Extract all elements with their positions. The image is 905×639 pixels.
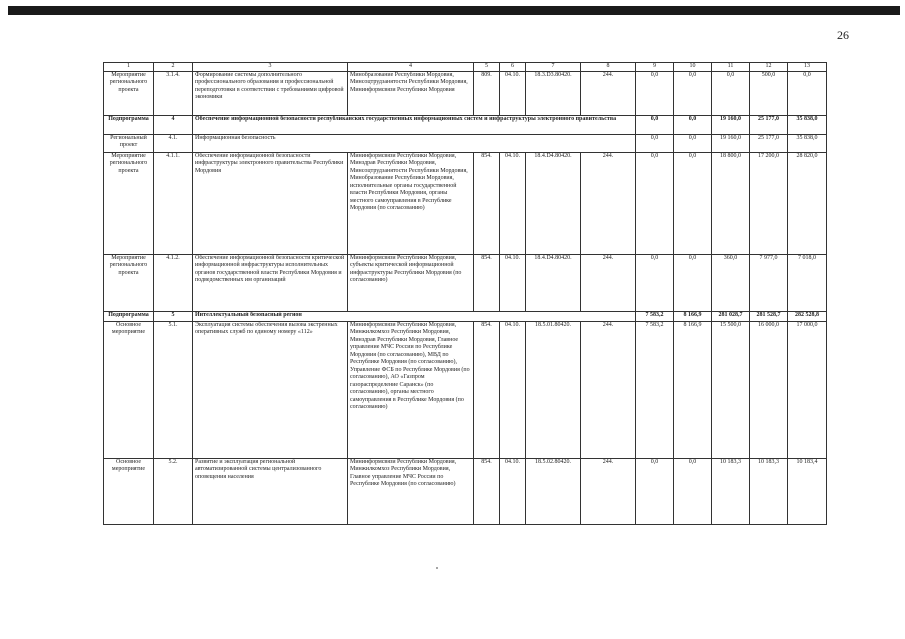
row-code-cell: 04.10.	[500, 71, 526, 115]
column-header: 12	[750, 63, 788, 72]
table-row	[104, 321, 827, 458]
row-code-cell: 854.	[474, 152, 500, 254]
row-value-cell: 0,0	[674, 254, 712, 311]
column-header: 6	[500, 63, 526, 72]
row-code-cell: 04.10.	[500, 152, 526, 254]
row-value-cell: 281 028,7	[712, 311, 750, 321]
column-header: 1	[104, 63, 154, 72]
row-value-cell: 10 183,3	[712, 458, 750, 524]
row-number-cell: 3.1.4.	[154, 71, 193, 115]
budget-table	[103, 62, 827, 525]
row-value-cell: 18 800,0	[712, 152, 750, 254]
row-value-cell: 25 177,0	[750, 115, 788, 134]
row-value-cell: 282 528,8	[788, 311, 827, 321]
row-value-cell: 0,0	[636, 458, 674, 524]
row-value-cell: 0,0	[636, 152, 674, 254]
table-row	[104, 458, 827, 524]
row-code-cell: 18.4.D4.80420.	[526, 152, 581, 254]
row-value-cell: 500,0	[750, 71, 788, 115]
row-code-cell: 244.	[581, 321, 636, 458]
row-executors-cell: Мининформсвязи Республики Мордовия, субъекты критической информационной инфраструктуры Республики Мордовия (по согласованию)	[348, 254, 474, 311]
table-row	[104, 311, 827, 321]
row-value-cell: 0,0	[674, 115, 712, 134]
row-number-cell: 5.1.	[154, 321, 193, 458]
scan-top-border	[8, 6, 900, 15]
table-row	[104, 71, 827, 115]
row-number-cell: 4.1.1.	[154, 152, 193, 254]
row-code-cell: 18.3.D3.80420.	[526, 71, 581, 115]
row-executors-cell: Мининформсвязи Республики Мордовия, Минжилкомхоз Республики Мордовия, Главное управление МЧС России по Республике Мордовия (по согласованию)	[348, 458, 474, 524]
column-header: 7	[526, 63, 581, 72]
row-value-cell: 0,0	[636, 134, 674, 152]
row-value-cell: 8 166,9	[674, 321, 712, 458]
row-type-cell: Мероприятие регионального проекта	[104, 71, 154, 115]
column-header: 11	[712, 63, 750, 72]
table-row	[104, 115, 827, 134]
row-type-cell: Подпрограмма	[104, 311, 154, 321]
page-number: 26	[837, 28, 849, 42]
row-type-cell: Подпрограмма	[104, 115, 154, 134]
row-value-cell: 0,0	[712, 71, 750, 115]
column-header: 3	[193, 63, 348, 72]
row-value-cell: 0,0	[788, 71, 827, 115]
row-title-cell: Обеспечение информационной безопасности инфраструктуры электронного правительства Республики Мордовия	[193, 152, 348, 254]
row-type-cell: Основное мероприятие	[104, 321, 154, 458]
column-header: 5	[474, 63, 500, 72]
row-value-cell: 35 838,0	[788, 115, 827, 134]
row-title-cell: Развитие и эксплуатация региональной автоматизированной системы централизованного оповещения населения	[193, 458, 348, 524]
row-value-cell: 17 200,0	[750, 152, 788, 254]
row-type-cell: Основное мероприятие	[104, 458, 154, 524]
row-value-cell: 16 000,0	[750, 321, 788, 458]
column-header: 9	[636, 63, 674, 72]
scan-speck	[436, 567, 438, 569]
row-value-cell: 7 583,2	[636, 311, 674, 321]
row-code-cell: 18.5.02.80420.	[526, 458, 581, 524]
row-value-cell: 17 000,0	[788, 321, 827, 458]
row-number-cell: 5.2.	[154, 458, 193, 524]
row-title-cell: Обеспечение информационной безопасности критической информационной инфраструктуры исполнительных органов государственной власти Республики Мордовия и подведомственных им организаций	[193, 254, 348, 311]
table-header-row	[104, 63, 827, 72]
row-value-cell: 0,0	[636, 115, 674, 134]
row-value-cell: 25 177,0	[750, 134, 788, 152]
row-value-cell: 7 977,0	[750, 254, 788, 311]
table-row	[104, 134, 827, 152]
row-title-cell: Интеллектуальный безопасный регион	[193, 311, 636, 321]
row-code-cell: 854.	[474, 321, 500, 458]
row-executors-cell: Мининформсвязи Республики Мордовия, Минжилкомхоз Республики Мордовия, Минздрав Республики Мордовия, Главное управление МЧС России по Республике Мордовия (по согласованию), МВД по Республике Мордовия (по согласованию), Управление ФСБ по Республике Мордовия (по согласованию), АО «Газпром газораспределение Саранск» (по согласованию), органы местного самоуправления в Республике Мордовия (по согласованию)	[348, 321, 474, 458]
row-value-cell: 7 583,2	[636, 321, 674, 458]
row-code-cell: 854.	[474, 458, 500, 524]
row-value-cell: 0,0	[636, 254, 674, 311]
row-value-cell: 281 528,7	[750, 311, 788, 321]
column-header: 4	[348, 63, 474, 72]
row-value-cell: 8 166,9	[674, 311, 712, 321]
row-code-cell: 04.10.	[500, 458, 526, 524]
row-type-cell: Мероприятие регионального проекта	[104, 254, 154, 311]
row-code-cell: 244.	[581, 458, 636, 524]
row-value-cell: 0,0	[674, 152, 712, 254]
table-row	[104, 254, 827, 311]
row-type-cell: Мероприятие регионального проекта	[104, 152, 154, 254]
column-header: 13	[788, 63, 827, 72]
row-number-cell: 4.1.2.	[154, 254, 193, 311]
row-value-cell: 0,0	[674, 458, 712, 524]
row-code-cell: 18.5.01.80420.	[526, 321, 581, 458]
row-number-cell: 4	[154, 115, 193, 134]
row-executors-cell: Минобразование Республики Мордовия, Минсоцтрудзанятости Республики Мордовия, Мининформсвязи Республики Мордовия	[348, 71, 474, 115]
column-header: 8	[581, 63, 636, 72]
row-number-cell: 4.1.	[154, 134, 193, 152]
row-value-cell: 15 500,0	[712, 321, 750, 458]
row-code-cell: 04.10.	[500, 321, 526, 458]
row-value-cell: 0,0	[674, 134, 712, 152]
row-value-cell: 19 160,0	[712, 134, 750, 152]
row-title-cell: Обеспечение информационной безопасности республиканских государственных информационных систем и инфраструктуры электронного правительства	[193, 115, 636, 134]
row-code-cell: 04.10.	[500, 254, 526, 311]
column-header: 10	[674, 63, 712, 72]
row-value-cell: 35 838,0	[788, 134, 827, 152]
row-value-cell: 0,0	[636, 71, 674, 115]
row-value-cell: 28 820,0	[788, 152, 827, 254]
row-value-cell: 360,0	[712, 254, 750, 311]
row-type-cell: Региональный проект	[104, 134, 154, 152]
row-title-cell: Эксплуатация системы обеспечения вызова экстренных оперативных служб по единому номеру «112»	[193, 321, 348, 458]
row-code-cell: 244.	[581, 254, 636, 311]
row-value-cell: 19 160,0	[712, 115, 750, 134]
row-title-cell: Формирование системы дополнительного профессионального образования и профессиональной переподготовки в соответствии с требованиями цифровой экономики	[193, 71, 348, 115]
row-value-cell: 10 183,3	[750, 458, 788, 524]
row-code-cell: 809.	[474, 71, 500, 115]
row-code-cell: 18.4.D4.80420.	[526, 254, 581, 311]
row-title-cell: Информационная безопасность	[193, 134, 636, 152]
row-code-cell: 244.	[581, 152, 636, 254]
row-number-cell: 5	[154, 311, 193, 321]
column-header: 2	[154, 63, 193, 72]
row-code-cell: 854.	[474, 254, 500, 311]
row-value-cell: 7 018,0	[788, 254, 827, 311]
table-row	[104, 152, 827, 254]
row-value-cell: 10 183,4	[788, 458, 827, 524]
row-code-cell: 244.	[581, 71, 636, 115]
row-executors-cell: Мининформсвязи Республики Мордовия, Минздрав Республики Мордовия, Минсоцтрудзанятости Республики Мордовия, Минобразование Республики Мордовия, исполнительные органы государственной власти Республики Мордовия, органы местного самоуправления в Республике Мордовия (по согласованию)	[348, 152, 474, 254]
row-value-cell: 0,0	[674, 71, 712, 115]
